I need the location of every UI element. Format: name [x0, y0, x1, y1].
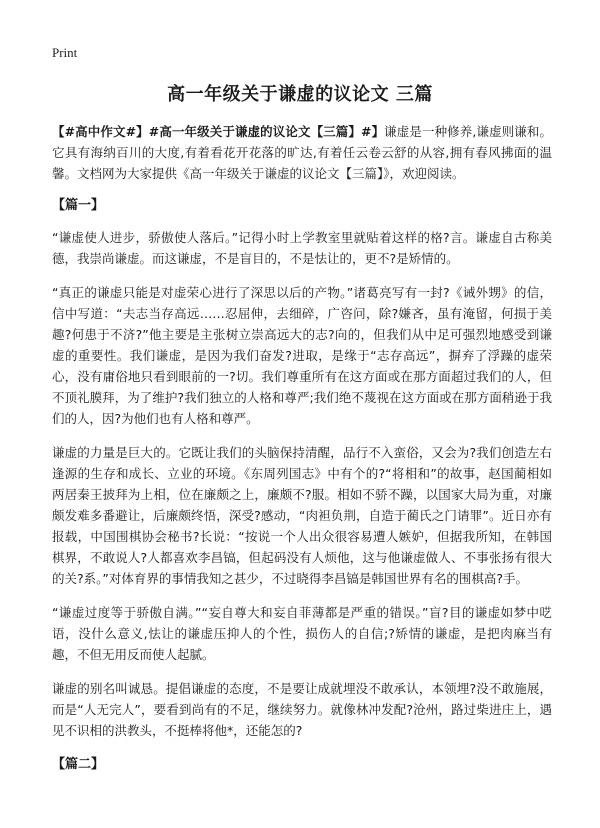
body-paragraph-3: 谦虚的力量是巨大的。它既让我们的头脑保持清醒，品行不入蛮俗，又会为?我们创造左右逢源的生存和成长、立业的环境。《东周列国志》中有个的?“将相和”的故事，赵国蔺相如两居秦王披拜为上相，位在廉颇之上，廉颇不?服。相如不骄不躁，以国家大局为重，对廉颇发难多番避让，后廉颇终悟，深受?感动，“肉袒负荆，自造于蔺氏之门请罪”。近日亦有报载，中国围棋协会秘书?长说：“按说一个人出众很容易遭人嫉妒，但据我所知，在韩国棋界，不敢说人?人都喜欢李昌镐，但起码没有人烦他，这与他谦虚做人、不事张扬有很大的关?系。”对体育界的事情我知之甚少，不过晓得李昌镐是韩国世界有名的围棋高?手。	[52, 445, 552, 586]
body-paragraph-2: “真正的谦虚只能是对虚荣心进行了深思以后的产物。”诸葛亮写有一封?《诫外甥》的信，信中写道：“夫志当存高远……忍屈伸，去细碎，广咨问，除?嫌吝，虽有淹留，何损于美趣?何患于不济?”他主要是主张树立崇高远大的志?向的，但我们从中足可强烈地感受到谦虚的重要性。我们谦虚，是因为我们奋发?进取，是缘于“志存高远”，摒弃了浮躁的虚荣心，没有庸俗地只看到眼前的一?切。我们尊重所有在这方面或在那方面超过我们的人，但不顶礼膜拜，为了维护?我们独立的人格和尊严;我们绝不蔑视在这方面或在那方面稍逊于我们的人，因?为他们也有人格和尊严。	[52, 285, 552, 426]
page-title: 高一年级关于谦虚的议论文 三篇	[167, 84, 433, 105]
intro-paragraph	[52, 121, 552, 184]
print-label: Print	[52, 45, 78, 60]
document-body	[52, 121, 552, 786]
section-heading-2: 【篇二】	[52, 757, 105, 772]
section-heading-1: 【篇一】	[52, 198, 105, 213]
body-paragraph-1: “谦虚使人进步，骄傲使人落后。”记得小时上学教室里就贴着这样的格?言。谦虚自古称美德，我崇尚谦虚。而这谦虚，不是盲目的，不是怯让的，更不?是矫情的。	[52, 230, 552, 266]
intro-tags: 【#高中作文#】#高一年级关于谦虚的议论文【三篇】#】	[52, 124, 385, 139]
body-paragraph-5: 谦虚的别名叫诚恳。提倡谦虚的态度，不是要让成就埋没不敢承认，本领埋?没不敢施展，而是“人无完人”，要看到尚有的不足，继续努力。就像林冲发配?沧州，路过柴进庄上，遇见不识相的洪教头，不挺棒将他*，还能怎的?	[52, 681, 552, 738]
intro-text: 谦虚是一种修养,谦虚则谦和。它具有海纳百川的大度,有着看花开花落的旷达,有着任云卷云舒的从容,拥有春风拂面的温馨。文档网为大家提供《高一年级关于谦虚的议论文【三篇】》，欢迎阅读。	[52, 124, 552, 181]
body-paragraph-4: “谦虚过度等于骄傲自满。”“妄自尊大和妄自菲薄都是严重的错误。”盲?目的谦虚如梦中呓语，没什么意义,怯让的谦虚压抑人的个性，损伤人的自信;?矫情的谦虚，是把肉麻当有趣，不但无用反而使人起腻。	[52, 605, 552, 662]
